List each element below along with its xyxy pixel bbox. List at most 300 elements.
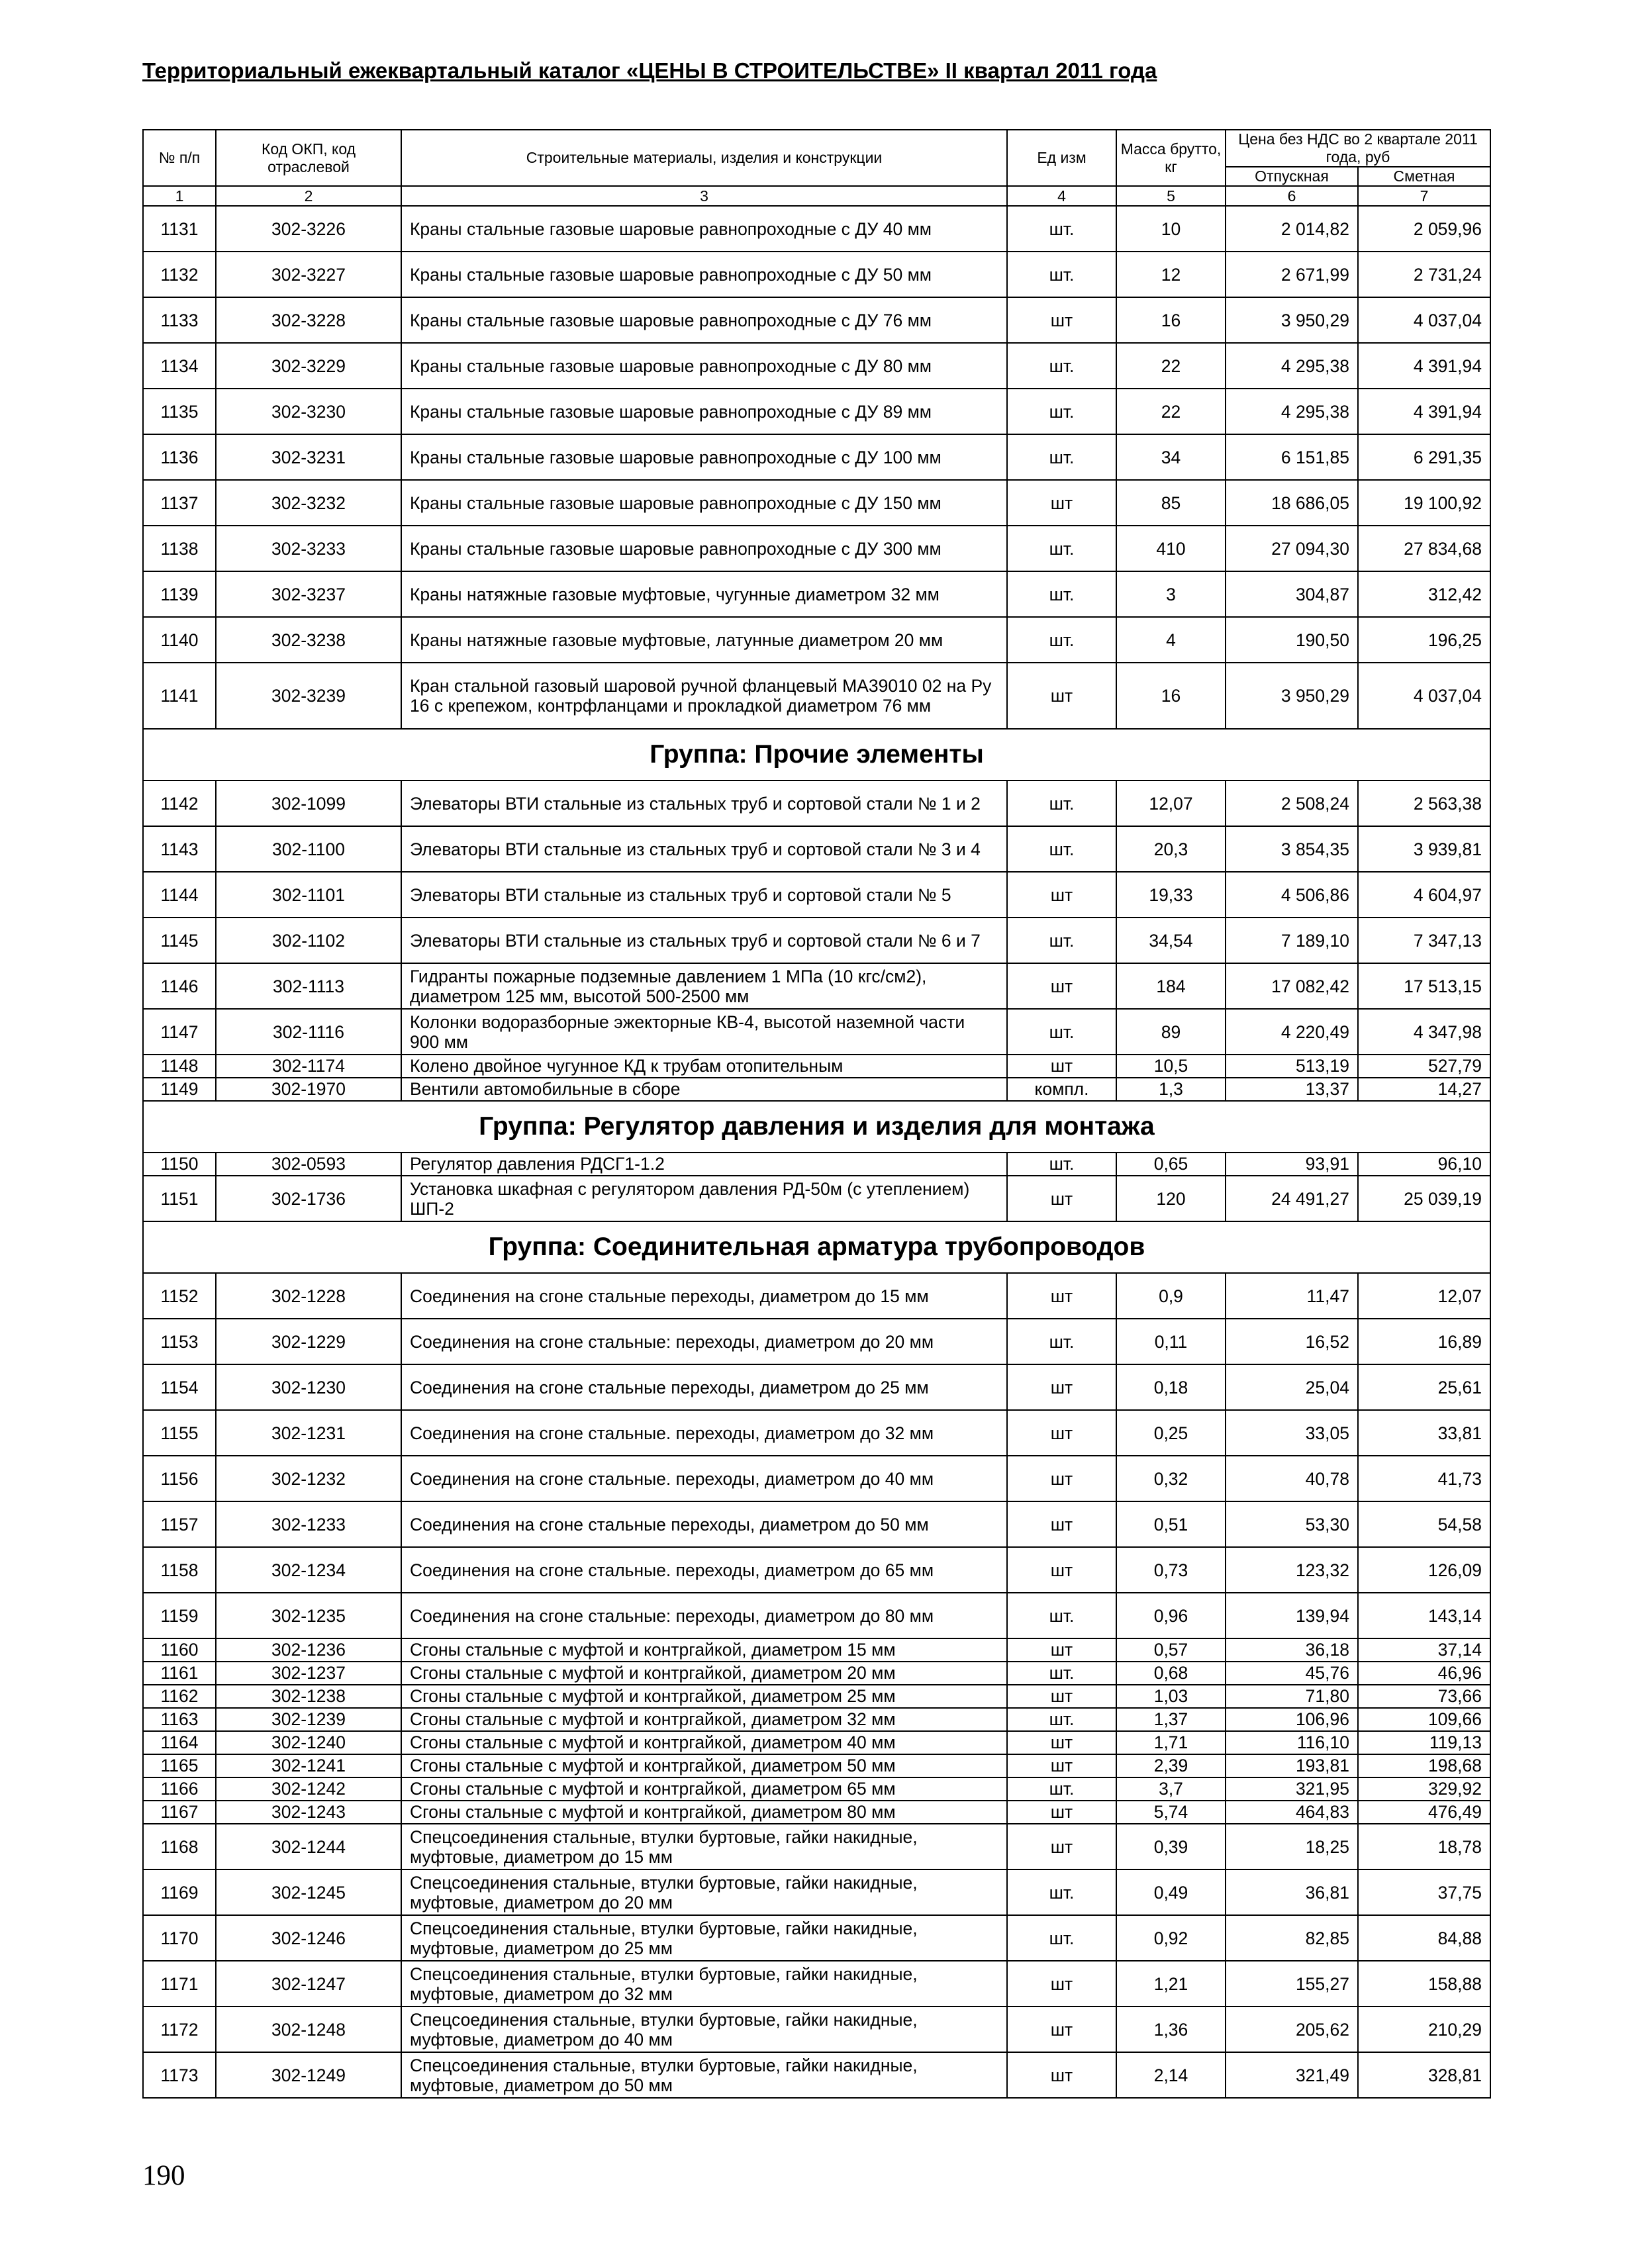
material-name-cell: Соединения на сгоне стальные переходы, диаметром до 25 мм <box>401 1364 1007 1410</box>
release-price-cell: 2 014,82 <box>1226 206 1358 252</box>
estimate-price-cell: 126,09 <box>1358 1547 1490 1593</box>
material-name-cell: Спецсоединения стальные, втулки буртовые, гайки накидные, муфтовые, диаметром до 25 мм <box>401 1915 1007 1961</box>
mass-cell: 10 <box>1116 206 1226 252</box>
estimate-price-cell: 41,73 <box>1358 1456 1490 1501</box>
unit-cell: шт. <box>1007 918 1116 963</box>
table-row <box>143 1801 1490 1824</box>
code-cell: 302-1174 <box>216 1055 401 1078</box>
row-number-cell: 1144 <box>143 872 216 918</box>
table-row <box>143 826 1490 872</box>
code-cell: 302-1102 <box>216 918 401 963</box>
table-row <box>143 343 1490 389</box>
material-name-cell: Краны стальные газовые шаровые равнопроходные с ДУ 300 мм <box>401 526 1007 571</box>
estimate-price-cell: 2 059,96 <box>1358 206 1490 252</box>
material-name-cell: Соединения на сгоне стальные переходы, диаметром до 15 мм <box>401 1273 1007 1319</box>
header-name: Строительные материалы, изделия и конструкции <box>401 130 1007 186</box>
code-cell: 302-1247 <box>216 1961 401 2007</box>
header-release-price: Отпускная <box>1226 167 1358 186</box>
row-number-cell: 1148 <box>143 1055 216 1078</box>
estimate-price-cell: 2 563,38 <box>1358 780 1490 826</box>
unit-cell: шт <box>1007 1731 1116 1754</box>
unit-cell: шт. <box>1007 434 1116 480</box>
row-number-cell: 1151 <box>143 1176 216 1221</box>
group-title: Группа: Прочие элементы <box>143 729 1490 780</box>
material-name-cell: Спецсоединения стальные, втулки буртовые, гайки накидные, муфтовые, диаметром до 40 мм <box>401 2007 1007 2052</box>
table-row <box>143 963 1490 1009</box>
table-row <box>143 1364 1490 1410</box>
material-name-cell: Элеваторы ВТИ стальные из стальных труб и сортовой стали № 5 <box>401 872 1007 918</box>
material-name-cell: Сгоны стальные с муфтой и контргайкой, диаметром 25 мм <box>401 1685 1007 1708</box>
unit-cell: шт. <box>1007 1708 1116 1731</box>
material-name-cell: Соединения на сгоне стальные: переходы, диаметром до 80 мм <box>401 1593 1007 1638</box>
release-price-cell: 321,49 <box>1226 2052 1358 2098</box>
release-price-cell: 513,19 <box>1226 1055 1358 1078</box>
release-price-cell: 2 671,99 <box>1226 252 1358 297</box>
row-number-cell: 1150 <box>143 1153 216 1176</box>
column-number: 2 <box>216 186 401 206</box>
material-name-cell: Спецсоединения стальные, втулки буртовые, гайки накидные, муфтовые, диаметром до 50 мм <box>401 2052 1007 2098</box>
code-cell: 302-3230 <box>216 389 401 434</box>
mass-cell: 34,54 <box>1116 918 1226 963</box>
unit-cell: шт <box>1007 1410 1116 1456</box>
mass-cell: 0,9 <box>1116 1273 1226 1319</box>
table-row <box>143 1777 1490 1801</box>
material-name-cell: Колонки водоразборные эжекторные КВ-4, высотой наземной части 900 мм <box>401 1009 1007 1055</box>
release-price-cell: 155,27 <box>1226 1961 1358 2007</box>
material-name-cell: Краны стальные газовые шаровые равнопроходные с ДУ 50 мм <box>401 252 1007 297</box>
estimate-price-cell: 37,75 <box>1358 1869 1490 1915</box>
unit-cell: шт <box>1007 1824 1116 1869</box>
column-number: 4 <box>1007 186 1116 206</box>
mass-cell: 1,03 <box>1116 1685 1226 1708</box>
table-row <box>143 1009 1490 1055</box>
estimate-price-cell: 6 291,35 <box>1358 434 1490 480</box>
material-name-cell: Установка шкафная с регулятором давления РД-50м (с утеплением) ШП-2 <box>401 1176 1007 1221</box>
unit-cell: шт. <box>1007 1869 1116 1915</box>
code-cell: 302-1230 <box>216 1364 401 1410</box>
table-body <box>143 206 1490 2098</box>
table-row <box>143 1273 1490 1319</box>
row-number-cell: 1164 <box>143 1731 216 1754</box>
unit-cell: шт <box>1007 963 1116 1009</box>
row-number-cell: 1137 <box>143 480 216 526</box>
unit-cell: шт <box>1007 1456 1116 1501</box>
estimate-price-cell: 4 391,94 <box>1358 343 1490 389</box>
estimate-price-cell: 3 939,81 <box>1358 826 1490 872</box>
table-row <box>143 526 1490 571</box>
row-number-cell: 1158 <box>143 1547 216 1593</box>
release-price-cell: 4 295,38 <box>1226 343 1358 389</box>
table-row <box>143 1176 1490 1221</box>
table-row <box>143 206 1490 252</box>
release-price-cell: 24 491,27 <box>1226 1176 1358 1221</box>
row-number-cell: 1167 <box>143 1801 216 1824</box>
estimate-price-cell: 18,78 <box>1358 1824 1490 1869</box>
mass-cell: 0,68 <box>1116 1662 1226 1685</box>
row-number-cell: 1141 <box>143 663 216 729</box>
row-number-cell: 1162 <box>143 1685 216 1708</box>
table-row <box>143 480 1490 526</box>
table-row <box>143 1153 1490 1176</box>
unit-cell: шт. <box>1007 571 1116 617</box>
unit-cell: шт. <box>1007 389 1116 434</box>
table-row <box>143 1915 1490 1961</box>
column-number: 6 <box>1226 186 1358 206</box>
estimate-price-cell: 4 604,97 <box>1358 872 1490 918</box>
row-number-cell: 1153 <box>143 1319 216 1364</box>
unit-cell: шт. <box>1007 617 1116 663</box>
release-price-cell: 16,52 <box>1226 1319 1358 1364</box>
table-row <box>143 1593 1490 1638</box>
table-row <box>143 663 1490 729</box>
release-price-cell: 33,05 <box>1226 1410 1358 1456</box>
row-number-cell: 1161 <box>143 1662 216 1685</box>
unit-cell: шт. <box>1007 252 1116 297</box>
header-price: Цена без НДС во 2 квартале 2011 года, руб <box>1226 130 1490 167</box>
table-row <box>143 1754 1490 1777</box>
mass-cell: 19,33 <box>1116 872 1226 918</box>
column-number: 1 <box>143 186 216 206</box>
material-name-cell: Элеваторы ВТИ стальные из стальных труб и сортовой стали № 6 и 7 <box>401 918 1007 963</box>
unit-cell: шт. <box>1007 1153 1116 1176</box>
mass-cell: 12,07 <box>1116 780 1226 826</box>
mass-cell: 0,96 <box>1116 1593 1226 1638</box>
release-price-cell: 7 189,10 <box>1226 918 1358 963</box>
mass-cell: 0,92 <box>1116 1915 1226 1961</box>
unit-cell: шт <box>1007 1273 1116 1319</box>
row-number-cell: 1140 <box>143 617 216 663</box>
row-number-cell: 1142 <box>143 780 216 826</box>
group-title: Группа: Соединительная арматура трубопроводов <box>143 1221 1490 1273</box>
table-row <box>143 434 1490 480</box>
unit-cell: компл. <box>1007 1078 1116 1101</box>
material-name-cell: Соединения на сгоне стальные. переходы, диаметром до 32 мм <box>401 1410 1007 1456</box>
row-number-cell: 1163 <box>143 1708 216 1731</box>
material-name-cell: Спецсоединения стальные, втулки буртовые, гайки накидные, муфтовые, диаметром до 32 мм <box>401 1961 1007 2007</box>
table-row <box>143 1410 1490 1456</box>
estimate-price-cell: 7 347,13 <box>1358 918 1490 963</box>
table-row <box>143 252 1490 297</box>
mass-cell: 184 <box>1116 963 1226 1009</box>
code-cell: 302-3226 <box>216 206 401 252</box>
unit-cell: шт. <box>1007 1915 1116 1961</box>
table-row <box>143 1869 1490 1915</box>
unit-cell: шт. <box>1007 343 1116 389</box>
release-price-cell: 18 686,05 <box>1226 480 1358 526</box>
code-cell: 302-1234 <box>216 1547 401 1593</box>
row-number-cell: 1166 <box>143 1777 216 1801</box>
estimate-price-cell: 84,88 <box>1358 1915 1490 1961</box>
row-number-cell: 1169 <box>143 1869 216 1915</box>
page-header: Территориальный ежеквартальный каталог «ЦЕНЫ В СТРОИТЕЛЬСТВЕ» II квартал 2011 года <box>142 58 1157 83</box>
code-cell: 302-3233 <box>216 526 401 571</box>
release-price-cell: 53,30 <box>1226 1501 1358 1547</box>
mass-cell: 3,7 <box>1116 1777 1226 1801</box>
mass-cell: 0,32 <box>1116 1456 1226 1501</box>
unit-cell: шт <box>1007 2052 1116 2098</box>
material-name-cell: Регулятор давления РДСГ1-1.2 <box>401 1153 1007 1176</box>
release-price-cell: 4 295,38 <box>1226 389 1358 434</box>
table-row <box>143 389 1490 434</box>
row-number-cell: 1132 <box>143 252 216 297</box>
code-cell: 302-3228 <box>216 297 401 343</box>
unit-cell: шт <box>1007 297 1116 343</box>
release-price-cell: 3 950,29 <box>1226 663 1358 729</box>
code-cell: 302-1248 <box>216 2007 401 2052</box>
estimate-price-cell: 198,68 <box>1358 1754 1490 1777</box>
row-number-cell: 1152 <box>143 1273 216 1319</box>
release-price-cell: 11,47 <box>1226 1273 1358 1319</box>
material-name-cell: Сгоны стальные с муфтой и контргайкой, диаметром 15 мм <box>401 1638 1007 1662</box>
table-row <box>143 872 1490 918</box>
row-number-cell: 1155 <box>143 1410 216 1456</box>
unit-cell: шт. <box>1007 1662 1116 1685</box>
unit-cell: шт <box>1007 663 1116 729</box>
row-number-cell: 1145 <box>143 918 216 963</box>
mass-cell: 2,39 <box>1116 1754 1226 1777</box>
mass-cell: 0,57 <box>1116 1638 1226 1662</box>
release-price-cell: 4 506,86 <box>1226 872 1358 918</box>
release-price-cell: 27 094,30 <box>1226 526 1358 571</box>
estimate-price-cell: 25 039,19 <box>1358 1176 1490 1221</box>
unit-cell: шт. <box>1007 780 1116 826</box>
estimate-price-cell: 96,10 <box>1358 1153 1490 1176</box>
table-row <box>143 1319 1490 1364</box>
material-name-cell: Сгоны стальные с муфтой и контргайкой, диаметром 65 мм <box>401 1777 1007 1801</box>
material-name-cell: Соединения на сгоне стальные. переходы, диаметром до 40 мм <box>401 1456 1007 1501</box>
estimate-price-cell: 12,07 <box>1358 1273 1490 1319</box>
material-name-cell: Кран стальной газовый шаровой ручной фланцевый МА39010 02 на Ру 16 с крепежом, контрфланцами и прокладкой диаметром 76 мм <box>401 663 1007 729</box>
code-cell: 302-3232 <box>216 480 401 526</box>
mass-cell: 1,36 <box>1116 2007 1226 2052</box>
mass-cell: 4 <box>1116 617 1226 663</box>
table-row <box>143 780 1490 826</box>
mass-cell: 20,3 <box>1116 826 1226 872</box>
estimate-price-cell: 46,96 <box>1358 1662 1490 1685</box>
mass-cell: 5,74 <box>1116 1801 1226 1824</box>
unit-cell: шт <box>1007 1754 1116 1777</box>
estimate-price-cell: 54,58 <box>1358 1501 1490 1547</box>
mass-cell: 10,5 <box>1116 1055 1226 1078</box>
column-number: 7 <box>1358 186 1490 206</box>
row-number-cell: 1154 <box>143 1364 216 1410</box>
mass-cell: 0,49 <box>1116 1869 1226 1915</box>
unit-cell: шт <box>1007 1176 1116 1221</box>
code-cell: 302-1229 <box>216 1319 401 1364</box>
material-name-cell: Колено двойное чугунное КД к трубам отопительным <box>401 1055 1007 1078</box>
row-number-cell: 1159 <box>143 1593 216 1638</box>
unit-cell: шт <box>1007 1685 1116 1708</box>
table-row <box>143 297 1490 343</box>
unit-cell: шт. <box>1007 206 1116 252</box>
material-name-cell: Сгоны стальные с муфтой и контргайкой, диаметром 32 мм <box>401 1708 1007 1731</box>
code-cell: 302-1100 <box>216 826 401 872</box>
table-row <box>143 571 1490 617</box>
code-cell: 302-1244 <box>216 1824 401 1869</box>
release-price-cell: 82,85 <box>1226 1915 1358 1961</box>
code-cell: 302-1239 <box>216 1708 401 1731</box>
release-price-cell: 190,50 <box>1226 617 1358 663</box>
release-price-cell: 2 508,24 <box>1226 780 1358 826</box>
release-price-cell: 36,81 <box>1226 1869 1358 1915</box>
code-cell: 302-3229 <box>216 343 401 389</box>
code-cell: 302-1245 <box>216 1869 401 1915</box>
row-number-cell: 1147 <box>143 1009 216 1055</box>
table-row <box>143 1731 1490 1754</box>
code-cell: 302-1236 <box>216 1638 401 1662</box>
estimate-price-cell: 17 513,15 <box>1358 963 1490 1009</box>
table-row <box>143 1638 1490 1662</box>
unit-cell: шт. <box>1007 826 1116 872</box>
material-name-cell: Краны стальные газовые шаровые равнопроходные с ДУ 100 мм <box>401 434 1007 480</box>
code-cell: 302-1116 <box>216 1009 401 1055</box>
material-name-cell: Краны стальные газовые шаровые равнопроходные с ДУ 76 мм <box>401 297 1007 343</box>
mass-cell: 0,25 <box>1116 1410 1226 1456</box>
code-cell: 302-3239 <box>216 663 401 729</box>
code-cell: 302-1241 <box>216 1754 401 1777</box>
release-price-cell: 13,37 <box>1226 1078 1358 1101</box>
code-cell: 302-1231 <box>216 1410 401 1456</box>
table-row <box>143 2007 1490 2052</box>
mass-cell: 0,18 <box>1116 1364 1226 1410</box>
unit-cell: шт. <box>1007 1777 1116 1801</box>
unit-cell: шт <box>1007 1801 1116 1824</box>
mass-cell: 0,73 <box>1116 1547 1226 1593</box>
estimate-price-cell: 4 037,04 <box>1358 297 1490 343</box>
row-number-cell: 1139 <box>143 571 216 617</box>
unit-cell: шт <box>1007 1501 1116 1547</box>
mass-cell: 1,3 <box>1116 1078 1226 1101</box>
unit-cell: шт. <box>1007 526 1116 571</box>
table-row <box>143 1501 1490 1547</box>
release-price-cell: 123,32 <box>1226 1547 1358 1593</box>
release-price-cell: 106,96 <box>1226 1708 1358 1731</box>
material-name-cell: Краны стальные газовые шаровые равнопроходные с ДУ 89 мм <box>401 389 1007 434</box>
material-name-cell: Гидранты пожарные подземные давлением 1 МПа (10 кгс/см2), диаметром 125 мм, высотой 500-2500 мм <box>401 963 1007 1009</box>
material-name-cell: Элеваторы ВТИ стальные из стальных труб и сортовой стали № 3 и 4 <box>401 826 1007 872</box>
row-number-cell: 1156 <box>143 1456 216 1501</box>
unit-cell: шт. <box>1007 1319 1116 1364</box>
row-number-cell: 1134 <box>143 343 216 389</box>
unit-cell: шт <box>1007 1055 1116 1078</box>
material-name-cell: Сгоны стальные с муфтой и контргайкой, диаметром 40 мм <box>401 1731 1007 1754</box>
material-name-cell: Краны стальные газовые шаровые равнопроходные с ДУ 80 мм <box>401 343 1007 389</box>
table-row <box>143 2052 1490 2098</box>
column-numbers-row <box>143 186 1490 206</box>
header-mass: Масса брутто, кг <box>1116 130 1226 186</box>
estimate-price-cell: 312,42 <box>1358 571 1490 617</box>
row-number-cell: 1135 <box>143 389 216 434</box>
code-cell: 302-1113 <box>216 963 401 1009</box>
release-price-cell: 116,10 <box>1226 1731 1358 1754</box>
code-cell: 302-3238 <box>216 617 401 663</box>
row-number-cell: 1160 <box>143 1638 216 1662</box>
material-name-cell: Краны стальные газовые шаровые равнопроходные с ДУ 40 мм <box>401 206 1007 252</box>
release-price-cell: 40,78 <box>1226 1456 1358 1501</box>
material-name-cell: Вентили автомобильные в сборе <box>401 1078 1007 1101</box>
unit-cell: шт. <box>1007 1009 1116 1055</box>
code-cell: 302-1235 <box>216 1593 401 1638</box>
code-cell: 302-1240 <box>216 1731 401 1754</box>
mass-cell: 0,39 <box>1116 1824 1226 1869</box>
unit-cell: шт <box>1007 2007 1116 2052</box>
estimate-price-cell: 2 731,24 <box>1358 252 1490 297</box>
release-price-cell: 71,80 <box>1226 1685 1358 1708</box>
row-number-cell: 1133 <box>143 297 216 343</box>
release-price-cell: 193,81 <box>1226 1754 1358 1777</box>
row-number-cell: 1173 <box>143 2052 216 2098</box>
header-code: Код ОКП, код отраслевой <box>216 130 401 186</box>
estimate-price-cell: 196,25 <box>1358 617 1490 663</box>
release-price-cell: 205,62 <box>1226 2007 1358 2052</box>
code-cell: 302-1232 <box>216 1456 401 1501</box>
mass-cell: 22 <box>1116 389 1226 434</box>
code-cell: 302-3237 <box>216 571 401 617</box>
group-header-row <box>143 729 1490 780</box>
mass-cell: 12 <box>1116 252 1226 297</box>
code-cell: 302-1101 <box>216 872 401 918</box>
group-header-row <box>143 1101 1490 1153</box>
material-name-cell: Сгоны стальные с муфтой и контргайкой, диаметром 50 мм <box>401 1754 1007 1777</box>
estimate-price-cell: 14,27 <box>1358 1078 1490 1101</box>
estimate-price-cell: 27 834,68 <box>1358 526 1490 571</box>
mass-cell: 1,71 <box>1116 1731 1226 1754</box>
mass-cell: 85 <box>1116 480 1226 526</box>
material-name-cell: Спецсоединения стальные, втулки буртовые, гайки накидные, муфтовые, диаметром до 15 мм <box>401 1824 1007 1869</box>
release-price-cell: 3 854,35 <box>1226 826 1358 872</box>
header-estimate-price: Сметная <box>1358 167 1490 186</box>
row-number-cell: 1146 <box>143 963 216 1009</box>
code-cell: 302-3227 <box>216 252 401 297</box>
group-header-row <box>143 1221 1490 1273</box>
column-number: 5 <box>1116 186 1226 206</box>
release-price-cell: 17 082,42 <box>1226 963 1358 1009</box>
mass-cell: 0,51 <box>1116 1501 1226 1547</box>
material-name-cell: Соединения на сгоне стальные: переходы, диаметром до 20 мм <box>401 1319 1007 1364</box>
estimate-price-cell: 109,66 <box>1358 1708 1490 1731</box>
column-number: 3 <box>401 186 1007 206</box>
release-price-cell: 6 151,85 <box>1226 434 1358 480</box>
row-number-cell: 1138 <box>143 526 216 571</box>
table-row <box>143 617 1490 663</box>
material-name-cell: Сгоны стальные с муфтой и контргайкой, диаметром 80 мм <box>401 1801 1007 1824</box>
code-cell: 302-1099 <box>216 780 401 826</box>
row-number-cell: 1131 <box>143 206 216 252</box>
estimate-price-cell: 73,66 <box>1358 1685 1490 1708</box>
estimate-price-cell: 19 100,92 <box>1358 480 1490 526</box>
release-price-cell: 93,91 <box>1226 1153 1358 1176</box>
unit-cell: шт <box>1007 1961 1116 2007</box>
estimate-price-cell: 328,81 <box>1358 2052 1490 2098</box>
release-price-cell: 45,76 <box>1226 1662 1358 1685</box>
mass-cell: 0,11 <box>1116 1319 1226 1364</box>
row-number-cell: 1172 <box>143 2007 216 2052</box>
row-number-cell: 1165 <box>143 1754 216 1777</box>
table-row <box>143 1662 1490 1685</box>
table-row <box>143 1547 1490 1593</box>
code-cell: 302-1228 <box>216 1273 401 1319</box>
estimate-price-cell: 37,14 <box>1358 1638 1490 1662</box>
header-num: № п/п <box>143 130 216 186</box>
estimate-price-cell: 4 391,94 <box>1358 389 1490 434</box>
row-number-cell: 1143 <box>143 826 216 872</box>
code-cell: 302-1233 <box>216 1501 401 1547</box>
material-name-cell: Краны стальные газовые шаровые равнопроходные с ДУ 150 мм <box>401 480 1007 526</box>
release-price-cell: 25,04 <box>1226 1364 1358 1410</box>
estimate-price-cell: 143,14 <box>1358 1593 1490 1638</box>
mass-cell: 1,37 <box>1116 1708 1226 1731</box>
material-name-cell: Краны натяжные газовые муфтовые, латунные диаметром 20 мм <box>401 617 1007 663</box>
